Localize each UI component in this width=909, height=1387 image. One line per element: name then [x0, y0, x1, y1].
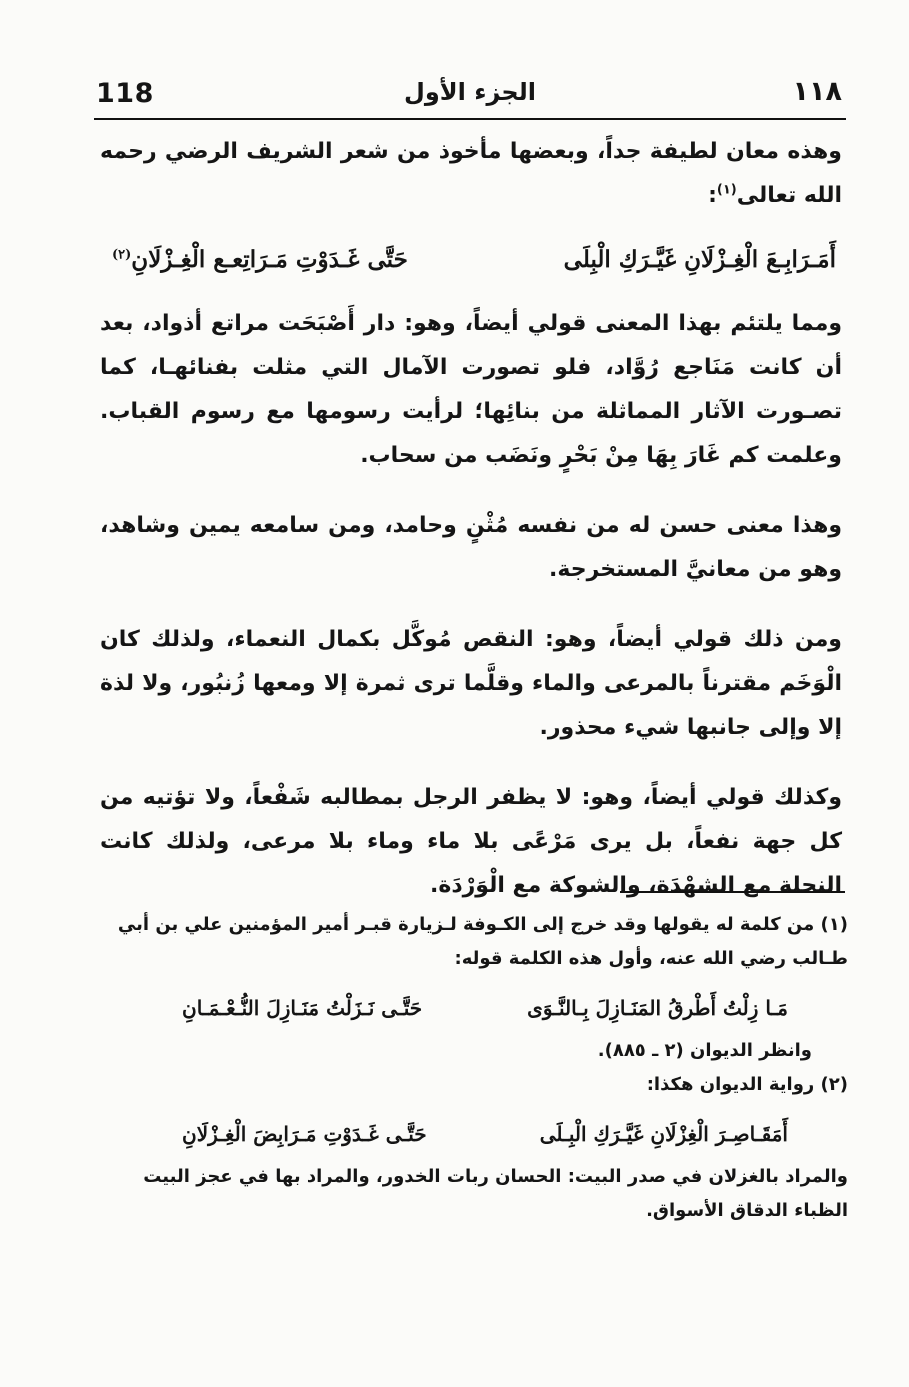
verse-1-second-hemistich-wrap [112, 240, 408, 280]
footnote-ref-1: (١) [716, 182, 737, 198]
paragraph-gap [100, 478, 842, 504]
page-header [94, 72, 846, 116]
footnote-1: (١) من كلمة له يقولها وقد خرج إلى الكـوفة لـزيارة قبـر أمير المؤمنين علي بن أبي طـالب رضي الله عنه، وأول هذه الكلمة قوله: [117, 914, 848, 969]
page-number-arabic: ١١٨ [792, 76, 842, 107]
page-number-latin: 118 [96, 78, 154, 109]
footnote-1-verse-first: مَـا زِلْتُ أَطْرقُ المَنَـازِلَ بِـالنَّـوَى [527, 996, 788, 1020]
verse-1-first-hemistich: أَمَـرَابِـعَ الْغِـزْلَانِ غَيَّـرَكِ الْبِلَى [563, 246, 836, 273]
footnote-ref-2: (٢) [112, 247, 132, 263]
footnote-1-verse [182, 990, 788, 1026]
footnote-2-verse-second: حَتَّـى غَـدَوْتِ مَـرَابِضَ الْغِـزْلَانِ [182, 1122, 427, 1146]
paragraph-5: وكذلك قولي أيضاً، وهو: لا يظفر الرجل بمطالبه شَفْعاً، ولا تؤتيه من كل جهة نفعاً، بل يرى مَرْعًى بلا ماء وماء بلا مرعى، ولذلك كانت النحلة مع الشهْدَة، والشوكة مع الْوَرْدَة. [100, 785, 842, 898]
paragraph-1 [100, 130, 842, 218]
footnote-2-note: والمراد بالغزلان في صدر البيت: الحسان ربات الخدور، والمراد بها في عجز البيت الظباء الدقاق الأسواق. [143, 1166, 848, 1221]
verse-1 [112, 240, 836, 280]
paragraph-gap [100, 592, 842, 618]
footnote-2-verse [182, 1116, 788, 1152]
paragraph-4: ومن ذلك قولي أيضاً، وهو: النقص مُوكَّل بكمال النعماء، ولذلك كان الْوَخَم مقترناً بالمرعى والماء وقلَّما ترى ثمرة إلا ومعها زُنبُور، ولا لذة إلا وإلى جانبها شيء محذور. [100, 627, 842, 740]
footnote-2: (٢) رواية الديوان هكذا: [646, 1074, 848, 1095]
footnotes [104, 908, 848, 1228]
running-title: الجزء الأول [404, 78, 536, 106]
paragraph-2: ومما يلتئم بهذا المعنى قولي أيضاً، وهو: دار أَصْبَحَت مراتع أذواد، بعد أن كانت مَنَاجع رُوَّاد، فلو تصورت الآمال التي مثلت بفنائهـا، كما تصـورت الآثار المماثلة من بنائِها؛ لرأيت رسومها مع رسوم القباب. وعلمت كم غَارَ بِهَا مِنْ بَحْرٍ ونَضَب من سحاب. [100, 311, 842, 468]
footnote-2-verse-first: أَمَقَـاصِـرَ الْغِزْلَانِ غَيَّـرَكِ الْبِـلَى [539, 1122, 788, 1146]
paragraph-gap [100, 750, 842, 776]
main-text [100, 130, 842, 908]
footnote-1-reference: وانظر الديوان (٢ ـ ٨٨٥). [597, 1040, 812, 1061]
paragraph-1-text: وهذه معان لطيفة جداً، وبعضها مأخوذ من شعر الشريف الرضي رحمه الله تعالى [100, 139, 842, 208]
paragraph-3: وهذا معنى حسن له من نفسه مُثْنٍ وحامد، ومن سامعه يمين وشاهد، وهو من معانيَّ المستخرجة. [100, 513, 842, 582]
footnote-separator [620, 891, 845, 893]
paragraph-1-colon: : [708, 183, 717, 208]
verse-1-second-hemistich: حَتَّى غَـدَوْتِ مَـرَاتِعـع الْغِـزْلَانِ [131, 246, 408, 273]
footnote-1-verse-second: حَتَّـى نَـزَلْتُ مَنَـازِلَ النُّـعْـمَـانِ [182, 996, 423, 1020]
header-rule [94, 118, 846, 120]
